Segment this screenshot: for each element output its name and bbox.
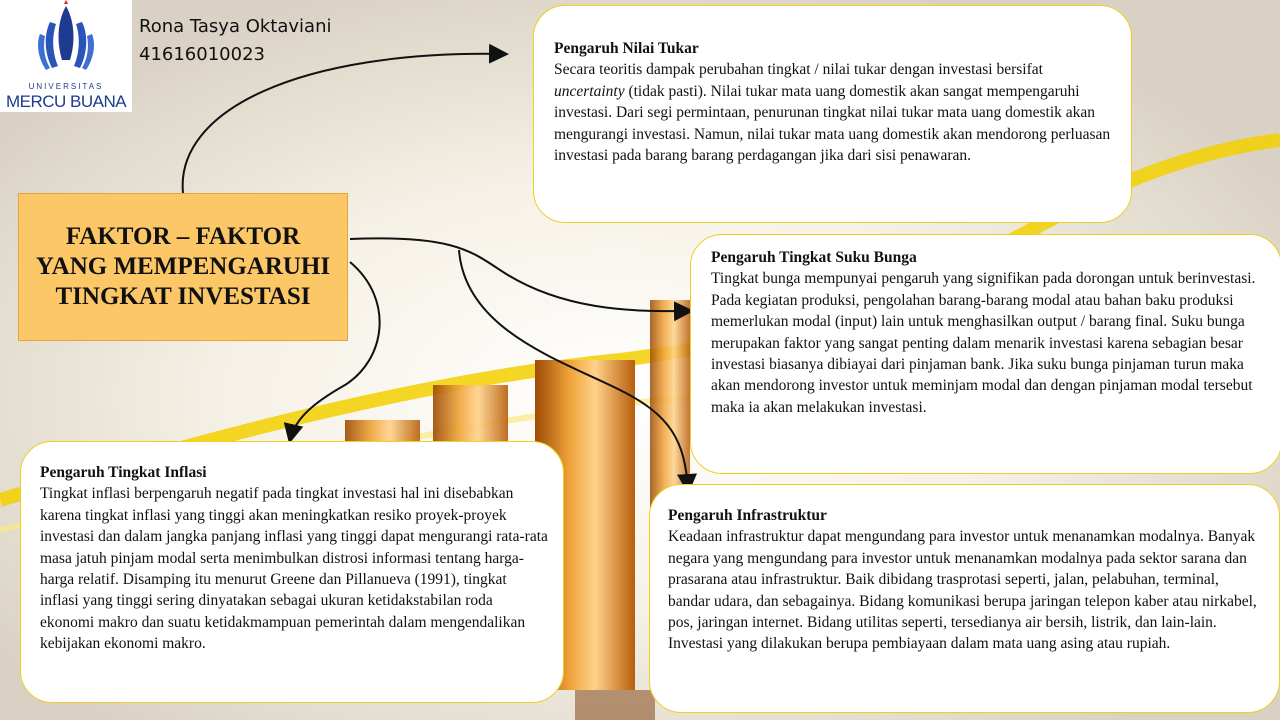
card-text: Tingkat bunga mempunyai pengaruh yang signifikan pada dorongan untuk berinvestasi. Pada kegiatan produksi, pengolahan barang-barang modal atau bahan baku produksi memerlukan modal (input) lain untuk menghasilkan output / barang final. Suku bunga merupakan faktor yang sangat penting dalam menarik investasi karena sebagian besar investasi biasanya dibiayai dari pinjaman bank. Jika suku bunga pinjaman turun maka akan mendorong investor untuk meminjam modal dan dengan pinjaman modal tersebut maka ia akan melakukan investasi.: [711, 270, 1256, 416]
card-text: Keadaan infrastruktur dapat mengundang para investor untuk menanamkan modalnya. Banyak negara yang mengundang para investor untuk menanamkan modalnya pada sektor sarana dan prasarana atau infrastruktur. Baik dibidang trasprotasi seperti, jalan, pelabuhan, terminal, bandar udara, dan sebagainya. Bidang komunikasi berupa jaringan telepon kaber atau nirkabel, pos, jaringan internet. Bidang utilitas seperti, tersedianya air bersih, listrik, dan lain-lain. Investasi yang dilakukan berupa pembiayaan dalam mata uang asing atau rupiah.: [668, 528, 1257, 653]
card-heading: Pengaruh Nilai Tukar: [554, 40, 699, 57]
card-suku-bunga: [690, 234, 1280, 474]
card-heading: Pengaruh Tingkat Inflasi: [40, 464, 207, 481]
author-info: [139, 13, 331, 69]
author-name: Rona Tasya Oktaviani: [139, 16, 332, 37]
author-id: 41616010023: [139, 44, 265, 65]
card-heading: Pengaruh Tingkat Suku Bunga: [711, 249, 917, 266]
logo-big-text: MERCU BUANA: [5, 92, 127, 111]
card-infrastruktur: [649, 484, 1280, 713]
main-title-box: [18, 193, 348, 341]
card-inflasi: [20, 441, 564, 703]
main-title: FAKTOR – FAKTOR YANG MEMPENGARUHI TINGKAT INVESTASI: [35, 223, 331, 310]
logo-small-text: UNIVERSITAS: [28, 82, 104, 91]
card-text: Secara teoritis dampak perubahan tingkat / nilai tukar dengan investasi bersifat uncertainty (tidak pasti). Nilai tukar mata uang domestik akan sangat mempengaruhi investasi. Dari segi permintaan, penurunan tingkat nilai tukar mata uang domestik akan mengurangi investasi. Namun, nilai tukar mata uang domestik akan mendorong perluasan investasi pada barang barang perdagangan jika dari sisi penawaran.: [554, 61, 1111, 165]
card-heading: Pengaruh Infrastruktur: [668, 507, 827, 524]
card-nilai-tukar: [533, 5, 1132, 223]
logo-emblem-icon: [0, 0, 132, 82]
card-text: Tingkat inflasi berpengaruh negatif pada tingkat investasi hal ini disebabkan karena tingkat inflasi yang tinggi akan meningkatkan resiko proyek-proyek investasi dan dalam jangka panjang inflasi yang tinggi dapat mengurangi rata-rata masa jatuh pinjam modal serta menimbulkan distrosi informasi tentang harga-harga relatif. Disamping itu menurut Greene dan Pillanueva (1991), tingkat inflasi yang tinggi sering dinyatakan sebagai ukuran ketidakstabilan roda ekonomi makro dan suatu ketidakmampuan pemerintah dalam mengendalikan kebijakan ekonomi makro.: [40, 485, 548, 653]
university-logo: [0, 0, 132, 112]
